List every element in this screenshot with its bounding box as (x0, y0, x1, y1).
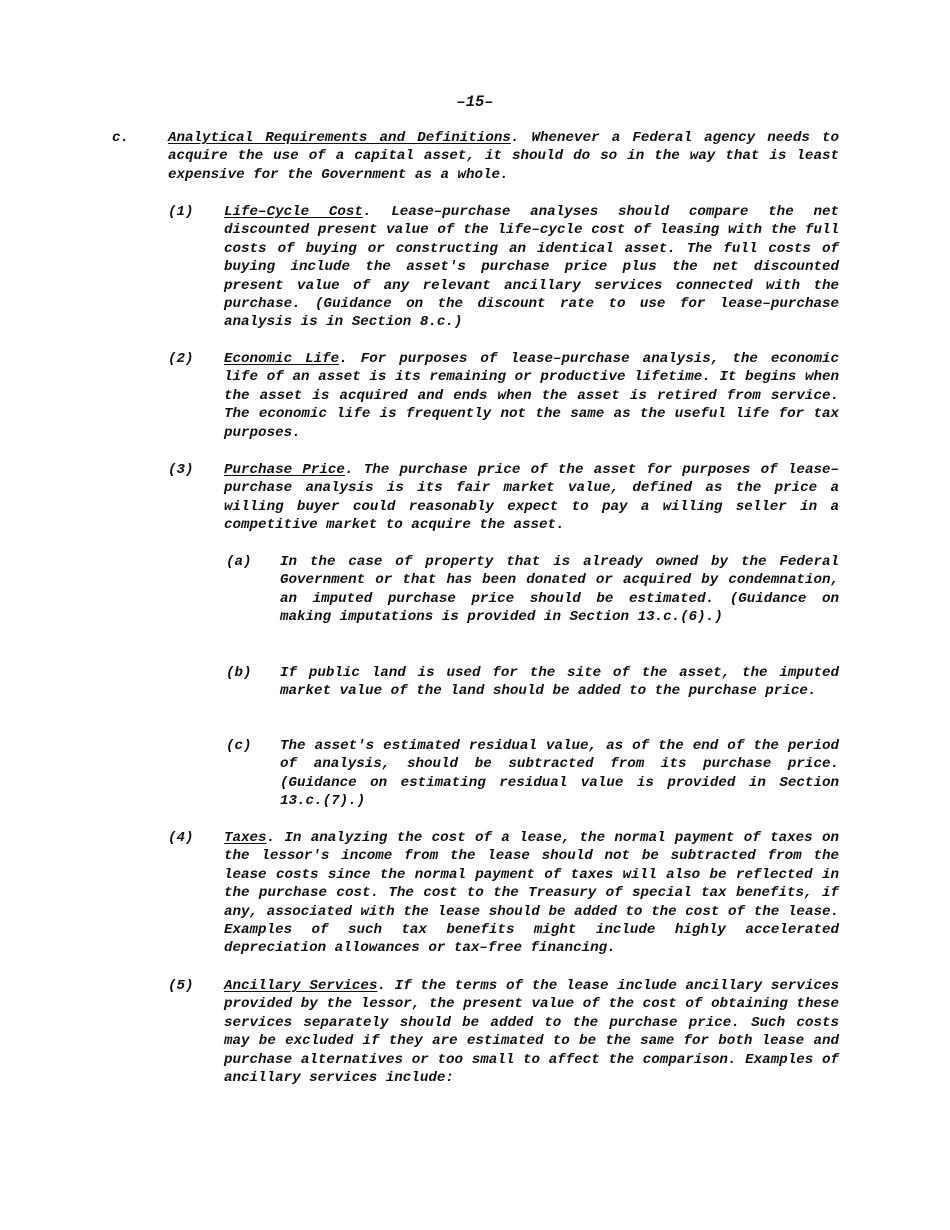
item-3 (168, 461, 839, 535)
item-paragraph (224, 829, 839, 958)
item-text: . If the terms of the lease include ancillary services provided by the lessor, the present value of the cost of obtaining these services separately should be added to the purchase price. Such costs may be excluded if they are estimated to be the same for both lease and purchase alternatives or too small to affect the comparison. Examples of ancillary services include: (224, 978, 840, 1087)
item-heading: Purchase Price (224, 462, 345, 478)
section-c (112, 129, 839, 184)
item-4 (168, 829, 839, 958)
item-text: . For purposes of lease–purchase analysis, the economic life of an asset is its remaining or productive lifetime. It begins when the asset is acquired and ends when the asset is retired from service. The economic life is frequently not the same as the useful life for tax purposes. (224, 351, 839, 441)
section-heading: Analytical Requirements and Definitions (168, 130, 511, 146)
item-heading: Taxes (224, 830, 267, 846)
subitem-a (226, 553, 839, 627)
subitem-b (226, 664, 839, 701)
item-label: (1) (168, 204, 194, 220)
item-paragraph (224, 977, 839, 1087)
item-label: (4) (168, 830, 194, 846)
item-paragraph (224, 350, 839, 442)
item-label: (3) (168, 462, 194, 478)
subitem-paragraph: In the case of property that is already owned by the Federal Government or that has been donated or acquired by condemnation, an imputed purchase price should be estimated. (Guidance on making imputations is provided in Section 13.c.(6).) (280, 554, 839, 626)
item-2 (168, 350, 839, 442)
subitem-paragraph: The asset's estimated residual value, as of the end of the period of analysis, should be subtracted from its purchase price. (Guidance on estimating residual value is provided in Section 13.c.(7).) (280, 738, 839, 810)
section-text: . Whenever a Federal agency needs to acquire the use of a capital asset, it should do so in the way that is least expensive for the Government as a whole. (168, 130, 839, 183)
subitem-label: (b) (226, 665, 252, 681)
item-1 (168, 203, 839, 332)
item-heading: Economic Life (224, 351, 340, 367)
item-label: (2) (168, 351, 194, 367)
subitem-label: (c) (226, 738, 252, 754)
item-text: . The purchase price of the asset for purposes of lease–purchase analysis is its fair market value, defined as the price a willing buyer could reasonably expect to pay a willing seller in a competitive market to acquire the asset. (224, 462, 840, 534)
item-paragraph (224, 461, 839, 535)
page-number: –15– (456, 93, 494, 111)
item-heading: Ancillary Services (224, 978, 378, 994)
item-5 (168, 977, 839, 1087)
section-label: c. (112, 130, 130, 146)
item-label: (5) (168, 978, 194, 994)
item-text: . In analyzing the cost of a lease, the normal payment of taxes on the lessor's income from the lease should not be subtracted from the lease costs since the normal payment of taxes will also be reflected in the purchase cost. The cost to the Treasury of special tax benefits, if any, associated with the lease should be added to the cost of the lease. Examples of such tax benefits might include highly accelerated depreciation allowances or tax–free financing. (224, 830, 839, 957)
subitem-label: (a) (226, 554, 252, 570)
item-paragraph (224, 203, 839, 332)
item-heading: Life–Cycle Cost (224, 204, 363, 220)
subitem-paragraph: If public land is used for the site of the asset, the imputed market value of the land should be added to the purchase price. (280, 665, 839, 700)
subitem-c (226, 737, 839, 811)
item-text: . Lease–purchase analyses should compare the net discounted present value of the life–cycle cost of leasing with the full costs of buying or constructing an identical asset. The full costs of buying include the asset's purchase price plus the net discounted present value of any relevant ancillary services connected with the purchase. (Guidance on the discount rate to use for lease–purchase analysis is in Section 8.c.) (224, 204, 839, 331)
section-c-paragraph (168, 129, 839, 184)
